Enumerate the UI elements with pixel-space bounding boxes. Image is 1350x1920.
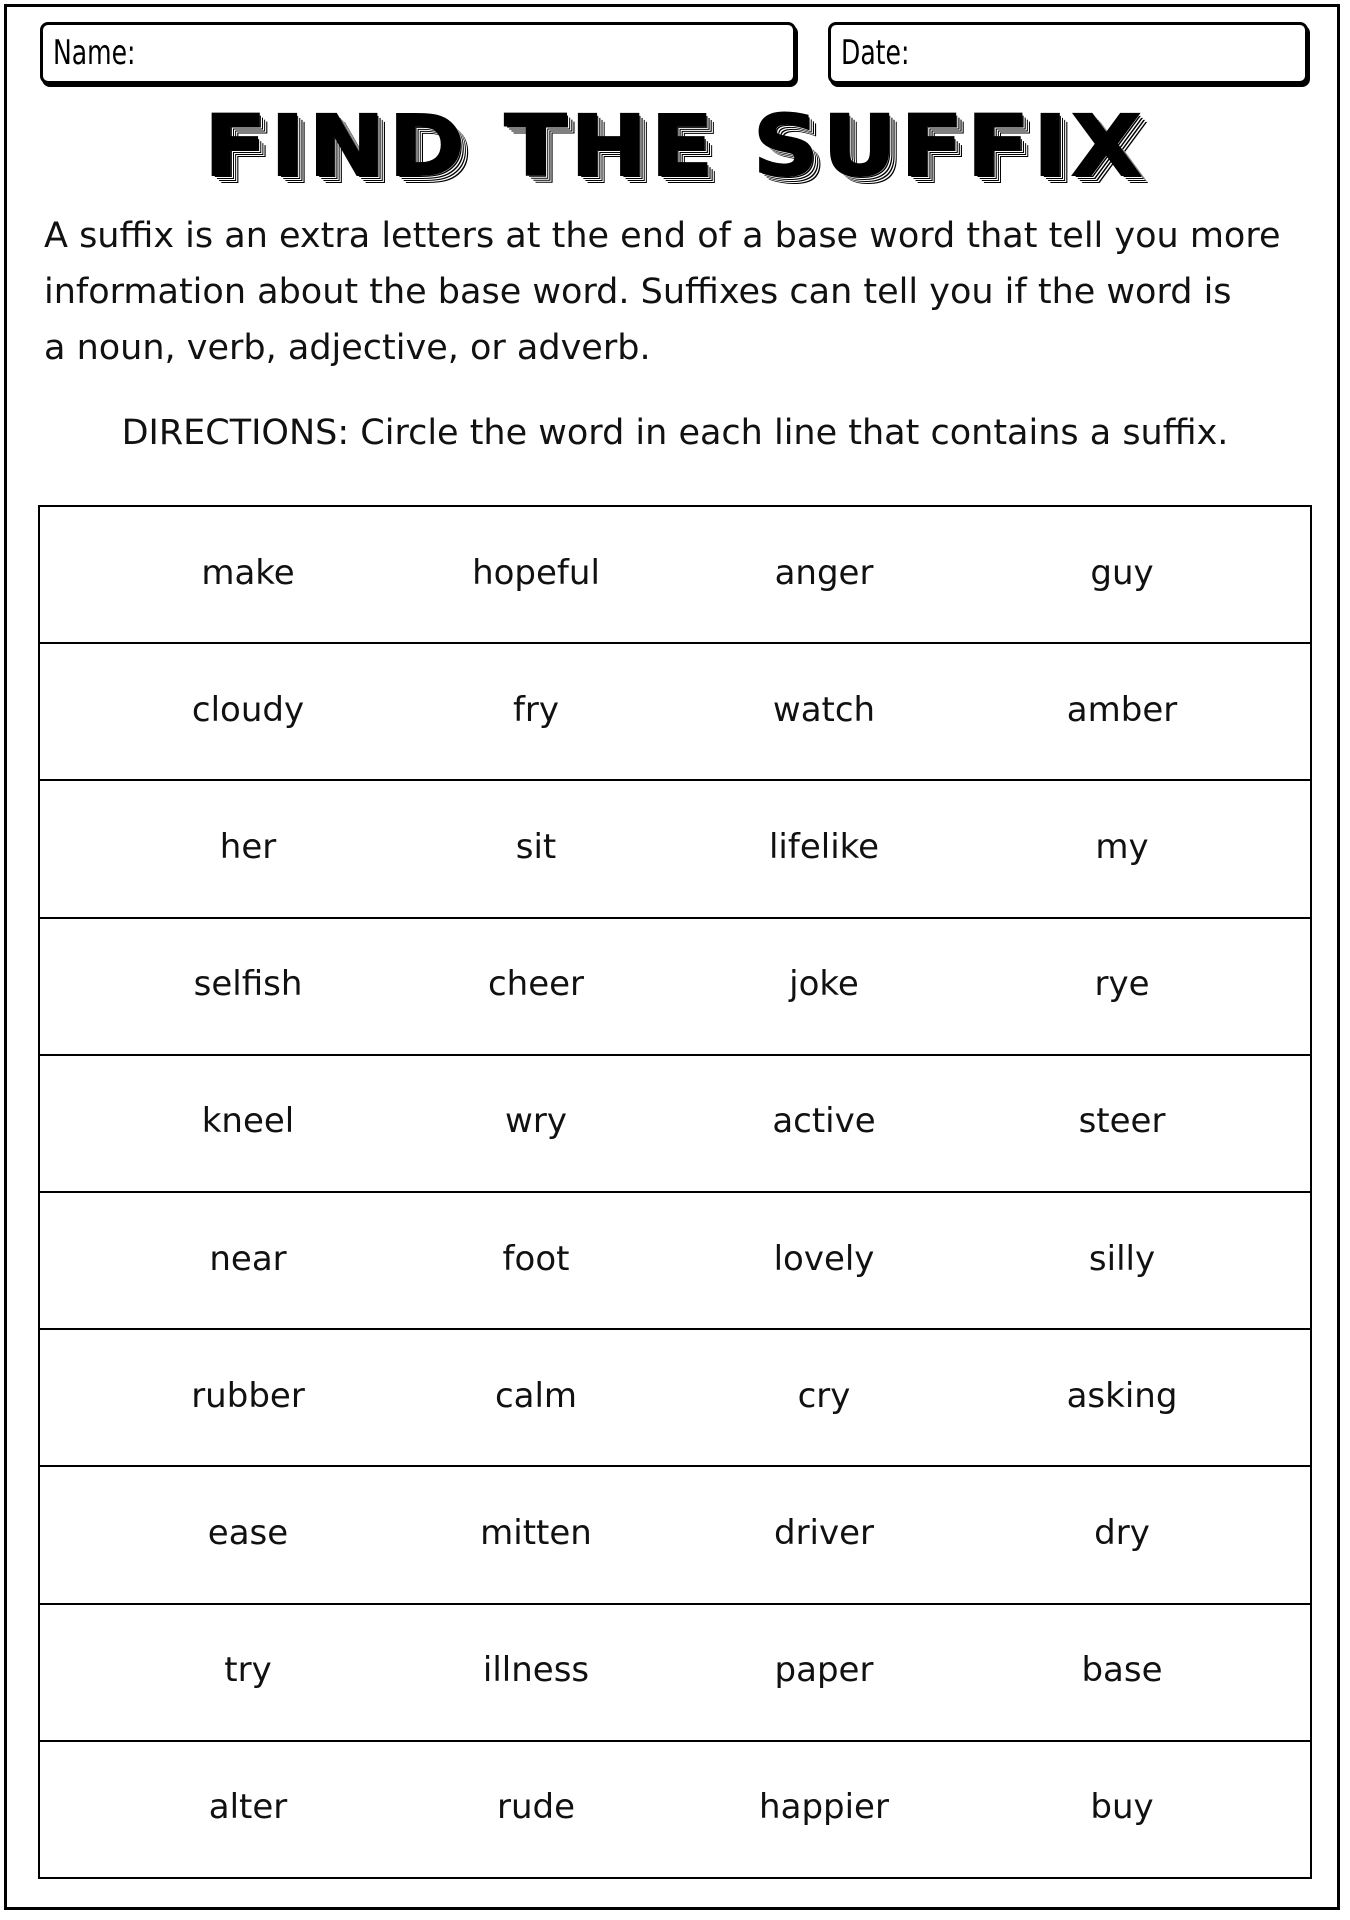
word-cell[interactable]: illness: [482, 1650, 590, 1691]
intro-line: A suffix is an extra letters at the end of a base word that tell you more: [44, 216, 1281, 256]
date-field[interactable]: [828, 22, 1308, 84]
word-cell[interactable]: rude: [496, 1787, 576, 1828]
word-cell[interactable]: buy: [1090, 1787, 1154, 1828]
table-row: [40, 1605, 1310, 1742]
word-cell[interactable]: fry: [512, 689, 560, 730]
word-cell[interactable]: steer: [1078, 1101, 1166, 1142]
intro-paragraph: [44, 208, 1324, 376]
word-cell[interactable]: cheer: [487, 964, 585, 1005]
word-cell[interactable]: watch: [772, 689, 876, 730]
word-cell[interactable]: mitten: [480, 1512, 592, 1553]
word-cell[interactable]: alter: [208, 1787, 288, 1828]
word-cell[interactable]: foot: [502, 1238, 570, 1279]
word-cell[interactable]: active: [772, 1101, 876, 1142]
word-cell[interactable]: my: [1095, 826, 1149, 867]
name-label: Name:: [53, 33, 136, 73]
intro-line: information about the base word. Suffixes can tell you if the word is: [44, 272, 1232, 312]
word-cell[interactable]: silly: [1088, 1238, 1156, 1279]
word-cell[interactable]: lifelike: [768, 826, 880, 867]
table-row: [40, 1056, 1310, 1193]
word-cell[interactable]: driver: [773, 1512, 875, 1553]
word-cell[interactable]: anger: [774, 552, 874, 593]
word-cell[interactable]: ease: [207, 1512, 289, 1553]
word-cell[interactable]: cry: [797, 1375, 851, 1416]
word-cell[interactable]: base: [1081, 1650, 1163, 1691]
word-cell[interactable]: selfish: [193, 964, 303, 1005]
table-row: [40, 1742, 1310, 1877]
word-cell[interactable]: cloudy: [191, 689, 305, 730]
word-cell[interactable]: try: [224, 1650, 272, 1691]
name-field[interactable]: [40, 22, 796, 84]
word-cell[interactable]: calm: [494, 1375, 578, 1416]
word-cell[interactable]: rye: [1094, 964, 1150, 1005]
word-cell[interactable]: near: [209, 1238, 287, 1279]
word-cell[interactable]: hopeful: [472, 552, 600, 593]
table-row: [40, 1193, 1310, 1330]
word-cell[interactable]: wry: [505, 1101, 567, 1142]
word-cell[interactable]: asking: [1066, 1375, 1178, 1416]
word-cell[interactable]: sit: [515, 826, 557, 867]
word-cell[interactable]: kneel: [201, 1101, 295, 1142]
directions-text: DIRECTIONS: Circle the word in each line that contains a suffix.: [121, 413, 1229, 453]
word-cell[interactable]: lovely: [773, 1238, 875, 1279]
word-cell[interactable]: guy: [1090, 552, 1154, 593]
table-row: [40, 507, 1310, 644]
word-table: [38, 505, 1312, 1879]
table-row: [40, 644, 1310, 781]
worksheet-title: FIND THE SUFFIX: [204, 97, 1146, 195]
word-cell[interactable]: dry: [1094, 1512, 1150, 1553]
word-cell[interactable]: amber: [1066, 689, 1178, 730]
word-cell[interactable]: paper: [774, 1650, 874, 1691]
date-label: Date:: [841, 33, 910, 73]
intro-line: a noun, verb, adjective, or adverb.: [44, 328, 651, 368]
table-row: [40, 919, 1310, 1056]
word-cell[interactable]: her: [219, 826, 277, 867]
table-row: [40, 1467, 1310, 1604]
word-cell[interactable]: happier: [759, 1787, 889, 1828]
table-row: [40, 781, 1310, 918]
word-cell[interactable]: make: [201, 552, 295, 593]
word-cell[interactable]: joke: [789, 964, 859, 1005]
table-row: [40, 1330, 1310, 1467]
word-cell[interactable]: rubber: [191, 1375, 305, 1416]
